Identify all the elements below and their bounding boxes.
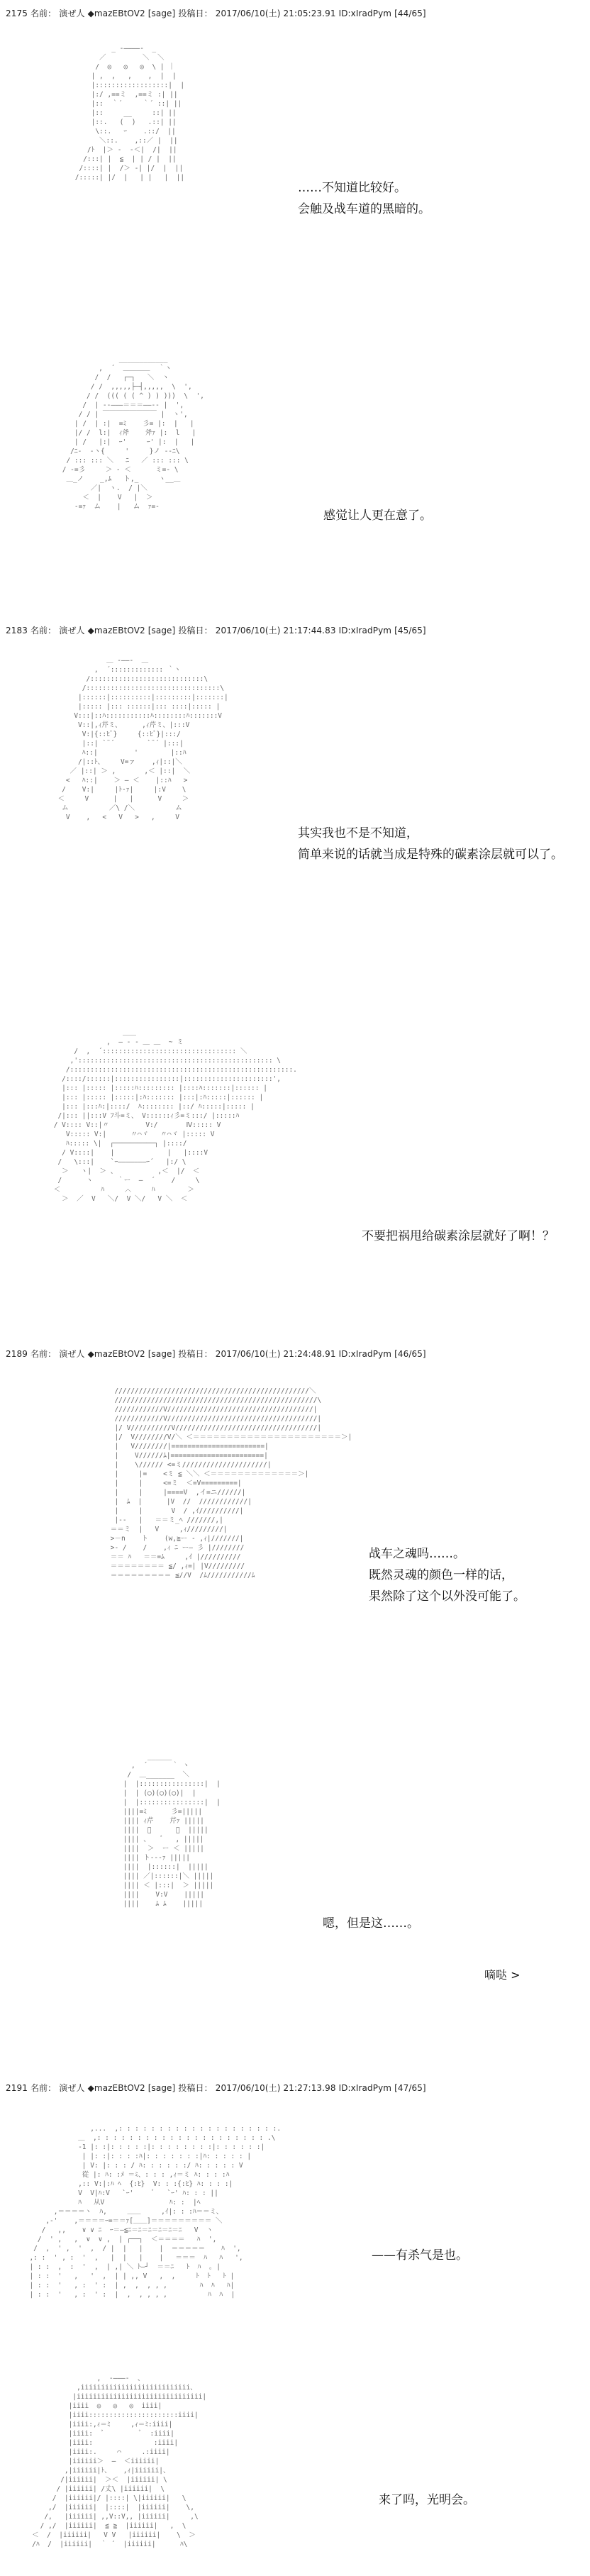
date-label: 投稿日： (178, 626, 213, 635)
ascii-art-illustration: , -―――- 、 ,iiiiiiiiiiiiiiiiiiiiiiiiiii、 |iiiiiiiiiiiiiiiiiiiiiiiiiiiiiii| |iiii ◎ ◎ ◎ iiii| |iiii::::::::::::::::::::::iiii| |iiii:,ｨ＝ﾐ ,ｨ＝ﾐ:iiii| |iiii: ﾞ ﾞ :iiii| |iiii: :iiii| |iiii:. ⌒ .:iiii| |iiiiii＞ ― ＜iiiiii| ,|iiiiii|ﾄ、 ,ｨ|iiiiii|、 /|iiiiii| ＞＜ |iiiiii| \ / |iiiiii| /丈\ |iiiiii| \ / |iiiiii|/ |::::| \|iiiiii| \ ,/ |iiiiii| |::::| |iiiiii| \, /, |iiiiii| ,,V::V,, |iiiiii| ,\ / ,/ |iiiiii| ≦ ≧ |iiiiii| , \ ＜ / |iiiiii| V V |iiiiii| \ ＞ /ﾊ / |iiiiii| ｀ ´ |iiiiii| ﾊ\ (32, 2375, 207, 2548)
ascii-art-illustration: ＿＿ , ― ‐ ‐ ＿ ＿ ~ ミ / , ´::::::::::::::::::::::::::::::::: ＼ ,':::::::::::::::::::::::::::::::::::::::::::::::: \ /:::::::::::::::::::::::::::::::::::::::::::::::::::::::. /::::/::::::|::::::::::::::::|::::::::::::::::::::::', |::: |::::: |:::::ﾊ::::::::: |::::ﾊ:::::::|:::::: | |::: |::::: |:::::|:ﾊ::::::: |:::|:ﾊ:::::|:::::: | |::: |:::ﾊ:|::::/ ﾊ:::::::: |::/ ﾊ:::::|::::: | /|::: ||:::V ﾌ斗=ミ、 V::::::ｨ彡=ミ:::/ |:::::ﾊ / V:::: V::|〃 V:/ Ⅳ::::: V V::::: V:| 〃⌒ヾ 〃⌒ヾ |::::: V ﾊ::::: \| ┌──────────┐ |::::/ / V::::| | | |::::V / \:::| `ｰ―――――――ｰ´ |:/ \ ＞ ヽ| ＞ 、 ,＜ |/ ＜ / ヽ ｀ー ― ´ / \ ＜ ﾊ ︿ ﾊ ＞ ＞ ／ V ＼/ V ＼/ V ＼ ＜ (53, 1029, 297, 1203)
next-indicator[interactable]: 嘀哒 > (484, 1968, 521, 1982)
post-date: 2017/06/10(土) 21:24:48.91 (215, 1349, 336, 1359)
ascii-art-illustration: ＿ -――- ＿ , ´::::::::::::: ｀ヽ /::::::::::::::::::::::::::::\ /:::::::::::::::::::::::::::::::::\ |::::::|::::::::::|:::::::::|:::::::| |::::: |::: ::::::|::: ::::|::::: | V:::|::ﾊ:::::::::::ﾊ::::::::ﾊ:::::::V V::|,ｨ芹ミ、 ,ｨ芹ミ、|:::V V:|{::ﾋﾞ} {::ﾋﾞ}|:::/ |::| `¨´ `¨´ |:::| ﾊ::| ' |::ﾊ /|::ﾄ、 V=ァ ,ｨ|::|＼ ／ |::| ＞ , ,＜ |::| ＼ < ﾊ::| ＞ ― ＜ |::ﾊ > / V:| |ﾄ-ｧ| |:V \ ＜ V | | V ＞ ム ／\ /＼ ム V , < V > , V (57, 657, 228, 821)
poster-name: 演ぜ人 (59, 2083, 85, 2093)
post-header (6, 1348, 429, 1360)
name-label: 名前： (30, 626, 57, 635)
dialogue-line: 其实我也不是不知道， (298, 826, 418, 840)
poster-id[interactable]: ID:xIradPym (338, 1349, 392, 1359)
date-label: 投稿日： (178, 1349, 213, 1359)
dialogue-line: 果然除了这个以外没可能了。 (369, 1589, 525, 1604)
ascii-art-illustration: ,... ,: : : : : : : : : : : : : : : : : : : :. ＿ ,: : : : : : : : : : : : : : : : : : : : : .\ -1 |: :|: : : : :|: : : : : : : :|: : : : : :| | |: :|: : : :ﾊ|: : : : : : :|ﾊ: : : : : | | V: |: : : / ﾊ: : : : : :/ ﾊ: : : : : V 從 |: ﾊ: :ﾒ ＝ﾐ、: : : ,ｨ＝ミ ﾊ: : : :ﾊ ,:: V:|:ﾊ ﾍ {:ﾋ} V: : :{:ﾋ} ﾊ: : : :| V V|ﾊ:V `ｰ' ﾞ `ｰ' ﾊ: : : || ﾊ 从V ﾊ: : |ﾍ ,＝＝＝＝ヽ ﾊ, ＿＿ ,ｲ|: : :ﾊ＝＝ミ、 ,-' ,＝＝＝＝ｰ=＝＝ｧ[＿＿]＝＝＝＝＝＝＝＝＝ ＼ / ,, ∨ ∨ ﾆ ｰ＝―≦ﾆ＝ﾆ＝ﾆ＝ﾆ＝ﾆ＝ﾆ V ヽ / ' , , ∨ ∨ , | ┌──┐ ＜＝＝＝＝ ﾊ ', / , ' , ' , / | | | | ＝＝＝＝＝ ﾊ ', ,: : ' , : ' , | | | | ＝＝＝ ﾊ ﾊ ', | : : , : ' , | ,| ＼ ﾄ―┘ ＝＝ﾆ ﾄ ﾊ ｡ | | : : ' , ' , | | ,, V , , ﾄ ﾄ ﾄ | | : : ' , : ' : | , , , , , ﾊ ﾊ ﾊ| | : : ' , : ' : | , , , , , ﾊ ﾊ | (29, 2125, 282, 2299)
poster-name: 演ぜ人 (59, 626, 85, 635)
poster-id[interactable]: ID:xIradPym (338, 2083, 392, 2093)
ascii-art-illustration: _ -――――- _ ／ ＼ ＼ / ◎ ◎ ◎ \ | ｜ | , , , , | | |::::::::::::::::::| | |:/ ,==ミ ,==ミ :| || |:: ｀´ ｀´ ::| || |:: __ ::| || |::. ( ) .::| || \::. ｰ .::/ || ＼::. ,::／ | || /ﾄ |＞ - ‐＜| /| || /:::| | ≦ | | / | || /::::| | /＞ -| |/ | || /:::::| |/ | | | | || (74, 45, 185, 182)
dialogue-line: 来了吗，光明会。 (379, 2493, 475, 2507)
post-date: 2017/06/10(土) 21:05:23.91 (215, 9, 336, 18)
post-count: [46/65] (394, 1349, 426, 1359)
poster-trip: ◆mazEBtOV2 (87, 626, 145, 635)
ascii-art-illustration: ______ , ´ ｀ ヽ / ＿_______ ＼ | |::::::::::::::::| | | | (◯)(◯)(◯)| | | |::::::::::::::::| | ||||=ﾐ 彡=||||| |||| ｨ芹 芹ｧ ||||| |||| ﾞ ﾞ ||||| |||| 、 ﾞ , ||||| |||| ＞ ー ＜ ||||| |||| ト-‐‐ｧ ||||| |||| |::::::| ||||| |||| ／|::::::|＼ ||||| |||| ＜ |:::| ＞ ||||| |||| V:V ||||| |||| ﾑ ﾑ ||||| (123, 1753, 221, 1908)
dialogue-line: 既然灵魂的颜色一样的话， (369, 1568, 513, 1582)
post-date: 2017/06/10(土) 21:17:44.83 (215, 626, 336, 635)
ascii-art-illustration: ____________ , ´ ＿＿＿＿ ｀ヽ / / ┌─┐ ＼ ヽ / / ,,,,,├─┤,,,,, \ ', / / ((( ( ( ^ ) ) ))) \ ', / | --―――＝＝＝――-- | ', / / | ￣￣￣￣￣￣￣￣ | ヽ', | / | :| =ﾐ 彡= |: | | |/ / l:| ｨ斧 斧ｧ |: l | | / |:| ｰ' ｰ' |: | | /ﾆ- -ヽ{ ' }ノ --ﾆ\ / ::: ::: ＼ ﾆ ／ ::: ::: \ / -=彡 ＞ - ＜ ミ=- \ ＿_ノ _,ﾑ ト,_ ヽ__＿ ／| ヽ. / |＼ ＜ | V | ＞ -=ｧ ム | ム ｧ=- (62, 355, 204, 511)
post-number: 2175 (6, 9, 28, 18)
dialogue-text (379, 2489, 475, 2511)
post-count: [47/65] (394, 2083, 426, 2093)
date-label: 投稿日： (178, 9, 213, 18)
dialogue-text (362, 1226, 555, 1247)
dialogue-text (369, 1543, 525, 1607)
dialogue-text (298, 177, 430, 220)
poster-trip: ◆mazEBtOV2 (87, 9, 145, 18)
dialogue-text (323, 1913, 419, 1934)
dialogue-line: 不要把祸甩给碳素涂层就好了啊！？ (362, 1229, 555, 1243)
post-number: 2189 (6, 1349, 28, 1359)
mail-field: [sage] (148, 1349, 176, 1359)
dialogue-text (372, 2245, 468, 2266)
post-number: 2191 (6, 2083, 28, 2093)
dialogue-text (323, 505, 432, 526)
post-header (6, 7, 429, 19)
post-count: [44/65] (394, 9, 426, 18)
post-header (6, 2082, 429, 2094)
post-count: [45/65] (394, 626, 426, 635)
name-label: 名前： (30, 2083, 57, 2093)
poster-name: 演ぜ人 (59, 1349, 85, 1359)
dialogue-line: 嗯，但是这……。 (323, 1916, 419, 1931)
dialogue-line: ——有杀气是也。 (372, 2248, 468, 2263)
mail-field: [sage] (148, 626, 176, 635)
name-label: 名前： (30, 1349, 57, 1359)
poster-id[interactable]: ID:xIradPym (338, 626, 392, 635)
name-label: 名前： (30, 9, 57, 18)
post-date: 2017/06/10(土) 21:27:13.98 (215, 2083, 336, 2093)
dialogue-line: 感觉让人更在意了。 (323, 509, 432, 523)
ascii-art-illustration: ////////////////////////////////////////////////＼ //////////////////////////////////////////////////\ ////////////V////////////////////////////////////| ////////////V/////////////////////////////////////| |/ V//////////V///////////////////////////////////| |/ V////////V/＼ ＜＝＝＝＝＝＝＝＝＝＝＝＝＝＝＝＝＝＝＝＝＝＝＞| | V////////|=======================| | V//////ﾑ|=======================| | \////// <=ミ/////////////////////| | |= <ミ ≦ ＼＼ ＜＝＝＝＝＝＝＝＝＝＝＝＝＝＞| | | <=ミ ＜=V=========| | | |====V ,イ=ニ//////| | ﾑ | |V // ////////////| | | V / ,ｲ//////////| |-- | ＝＝ミ_ﾍ ///////,| ＝＝ミ | V ,ｨ/////////| >－n ト (w,≧ー ‐ ,ｨ|///////| >- / / ,ｨ ﾆ ー― 彡 |//////// ＝＝ ﾊ ＝＝=ﾑ ,ｲ |////////// ＝＝＝＝＝＝＝＝ ≦/ ,ｨ=| |V///////// ＝＝＝＝＝＝＝＝＝ ≦//V /ﾑ///////////ﾑ (110, 1387, 352, 1580)
post-header (6, 624, 429, 636)
poster-trip: ◆mazEBtOV2 (87, 1349, 145, 1359)
poster-name: 演ぜ人 (59, 9, 85, 18)
mail-field: [sage] (148, 9, 176, 18)
poster-id[interactable]: ID:xIradPym (338, 9, 392, 18)
mail-field: [sage] (148, 2083, 176, 2093)
dialogue-line: 会触及战车道的黑暗的。 (298, 202, 430, 216)
dialogue-line: 简单来说的话就当成是特殊的碳素涂层就可以了。 (298, 848, 563, 862)
date-label: 投稿日： (178, 2083, 213, 2093)
dialogue-line: ……不知道比较好。 (298, 181, 406, 195)
dialogue-line: 战车之魂吗……。 (369, 1547, 465, 1561)
post-number: 2183 (6, 626, 28, 635)
dialogue-text (298, 823, 563, 865)
poster-trip: ◆mazEBtOV2 (87, 2083, 145, 2093)
